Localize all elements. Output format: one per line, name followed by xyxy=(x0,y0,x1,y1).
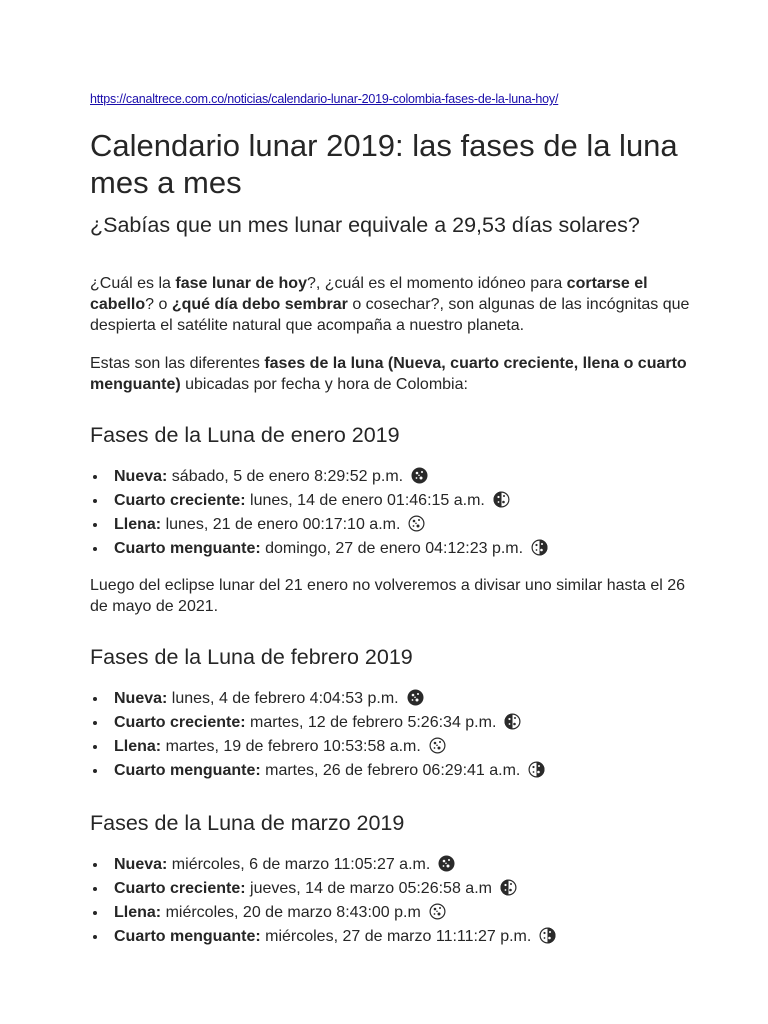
intro-paragraph-2 xyxy=(90,353,690,395)
intro-text: ? o xyxy=(145,296,172,313)
list-item xyxy=(68,853,690,877)
new-moon-icon xyxy=(407,689,424,706)
list-item xyxy=(68,687,690,711)
phase-label: Cuarto menguante: xyxy=(114,762,261,779)
phase-date: lunes, 14 de enero 01:46:15 a.m. xyxy=(245,492,485,509)
phase-date: martes, 19 de febrero 10:53:58 a.m. xyxy=(161,738,421,755)
section-heading: Fases de la Luna de febrero 2019 xyxy=(90,645,413,669)
phase-date: martes, 26 de febrero 06:29:41 a.m. xyxy=(260,762,521,779)
intro-text: ¿Cuál es la xyxy=(90,275,176,292)
section-enero xyxy=(90,421,690,617)
first-quarter-moon-icon xyxy=(493,491,510,508)
intro-text: ubicadas por fecha y hora de Colombia: xyxy=(180,376,468,393)
phase-label: Llena: xyxy=(114,516,162,533)
intro-text: ?, ¿cuál es el momento idóneo para xyxy=(306,275,567,292)
intro-text: o cosechar?, son algunas de las incógnitas que despierta el satélite natural que acompaña a nuestro planeta. xyxy=(90,296,690,334)
list-item xyxy=(68,877,690,901)
intro-bold: fases de la luna (Nueva, cuarto creciente, llena o cuarto menguante) xyxy=(90,355,687,393)
phase-list xyxy=(90,853,690,949)
phase-label: Nueva: xyxy=(114,690,168,707)
section-heading: Fases de la Luna de marzo 2019 xyxy=(90,811,405,835)
last-quarter-moon-icon xyxy=(539,927,556,944)
phase-label: Llena: xyxy=(114,738,162,755)
list-item xyxy=(68,711,690,735)
section-heading: Fases de la Luna de enero 2019 xyxy=(90,423,400,447)
intro-bold: ¿qué día debo sembrar xyxy=(171,296,348,313)
phase-date: lunes, 21 de enero 00:17:10 a.m. xyxy=(161,516,401,533)
document-page xyxy=(90,92,690,963)
phase-date: sábado, 5 de enero 8:29:52 p.m. xyxy=(167,468,404,485)
phase-date: miércoles, 20 de marzo 8:43:00 p.m xyxy=(161,904,421,921)
full-moon-icon xyxy=(429,737,446,754)
last-quarter-moon-icon xyxy=(531,539,548,556)
list-item xyxy=(68,537,690,561)
phase-date: miércoles, 6 de marzo 11:05:27 a.m. xyxy=(167,856,431,873)
full-moon-icon xyxy=(408,515,425,532)
phase-label: Nueva: xyxy=(114,856,168,873)
phase-date: lunes, 4 de febrero 4:04:53 p.m. xyxy=(167,690,399,707)
phase-label: Llena: xyxy=(114,904,162,921)
first-quarter-moon-icon xyxy=(504,713,521,730)
phase-date: domingo, 27 de enero 04:12:23 p.m. xyxy=(260,540,524,557)
list-item xyxy=(68,735,690,759)
phase-label: Cuarto menguante: xyxy=(114,928,261,945)
phase-date: martes, 12 de febrero 5:26:34 p.m. xyxy=(245,714,497,731)
first-quarter-moon-icon xyxy=(500,879,517,896)
phase-label: Cuarto creciente: xyxy=(114,492,246,509)
list-item xyxy=(68,925,690,949)
intro-paragraph-1 xyxy=(90,273,690,336)
phase-date: miércoles, 27 de marzo 11:11:27 p.m. xyxy=(260,928,532,945)
phase-label: Cuarto creciente: xyxy=(114,714,246,731)
list-item xyxy=(68,465,690,489)
section-note: Luego del eclipse lunar del 21 enero no volveremos a divisar uno similar hasta el 26 de mayo de 2021. xyxy=(90,577,686,615)
last-quarter-moon-icon xyxy=(528,761,545,778)
phase-label: Cuarto menguante: xyxy=(114,540,261,557)
intro-bold: fase lunar de hoy xyxy=(175,275,307,292)
phase-list xyxy=(90,465,690,561)
source-link[interactable]: https://canaltrece.com.co/noticias/calendario-lunar-2019-colombia-fases-de-la-luna-hoy/ xyxy=(90,92,559,106)
list-item xyxy=(68,513,690,537)
full-moon-icon xyxy=(429,903,446,920)
phase-list xyxy=(90,687,690,783)
phase-label: Nueva: xyxy=(114,468,168,485)
new-moon-icon xyxy=(438,855,455,872)
list-item xyxy=(68,759,690,783)
section-febrero xyxy=(90,643,690,783)
new-moon-icon xyxy=(411,467,428,484)
intro-text: Estas son las diferentes xyxy=(90,355,265,372)
phase-date: jueves, 14 de marzo 05:26:58 a.m xyxy=(245,880,492,897)
intro-bold: cortarse el cabello xyxy=(90,275,648,313)
list-item xyxy=(68,489,690,513)
section-marzo xyxy=(90,809,690,949)
page-subtitle: ¿Sabías que un mes lunar equivale a 29,53 días solares? xyxy=(90,213,640,237)
list-item xyxy=(68,901,690,925)
phase-label: Cuarto creciente: xyxy=(114,880,246,897)
page-title: Calendario lunar 2019: las fases de la luna mes a mes xyxy=(90,128,678,200)
